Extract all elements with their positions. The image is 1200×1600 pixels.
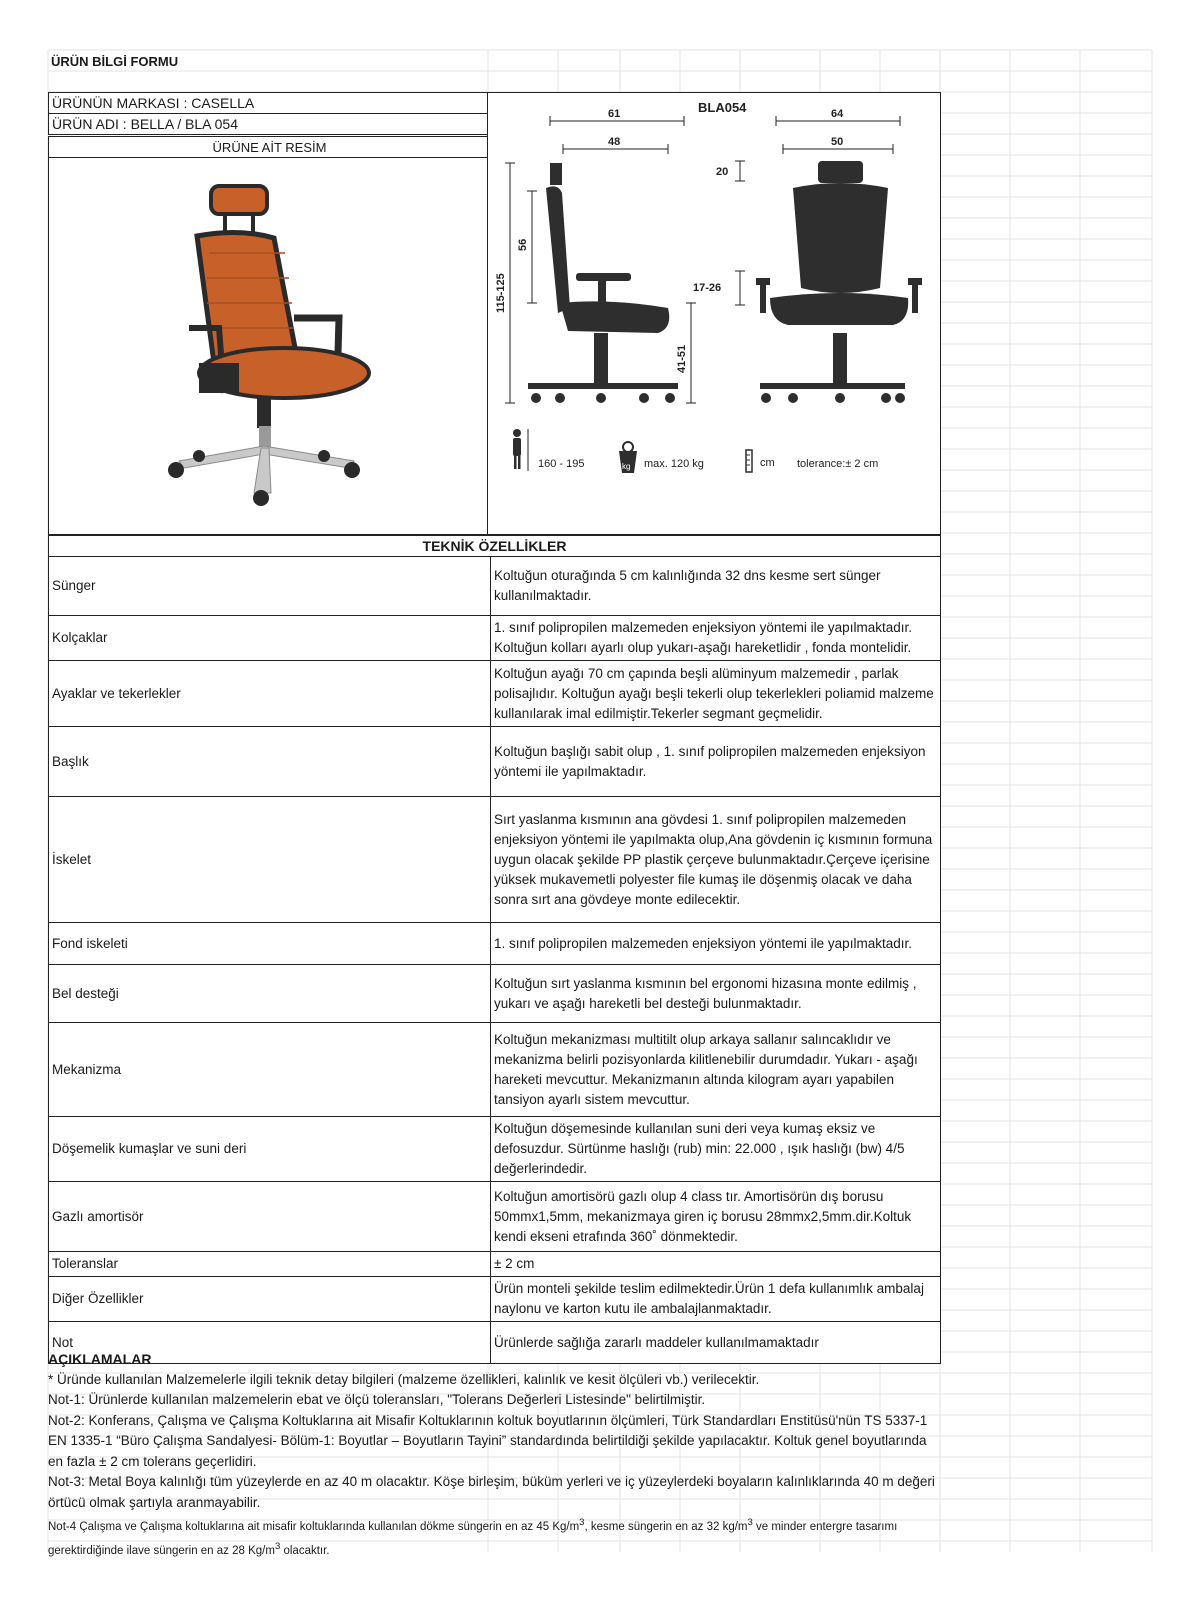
spec-value: 1. sınıf polipropilen malzemeden enjeksiyon yöntemi ile yapılmaktadır. bbox=[491, 923, 941, 965]
dimension-diagram bbox=[488, 93, 940, 534]
spec-value: ± 2 cm bbox=[491, 1252, 941, 1277]
spec-value: Sırt yaslanma kısmının ana gövdesi 1. sınıf polipropilen malzemeden enjeksiyon yöntemi ile yapılmakta olup,Ana gövdenin iç kısmının formuna uygun olacak şekilde PP plastik çerçeve bulunmaktadır.Çerçeve içerisine yüksek mukavemetli polyester file kumaş ile döşenmiş olacak ve daha sonra sırt ana gövdeye monte edilecektir. bbox=[491, 797, 941, 923]
product-image-cell bbox=[48, 158, 488, 535]
spec-value: Ürün monteli şekilde teslim edilmektedir.Ürün 1 defa kullanımlık ambalaj naylonu ve karton kutu ile ambalajlanmaktadır. bbox=[491, 1277, 941, 1322]
dimension-diagram-cell bbox=[487, 92, 941, 535]
legend-height: 160 - 195 bbox=[538, 458, 585, 470]
spec-row bbox=[49, 1023, 941, 1117]
spec-key: Başlık bbox=[49, 727, 491, 797]
spec-row bbox=[49, 727, 941, 797]
spec-key: Gazlı amortisör bbox=[49, 1182, 491, 1252]
spec-key: Sünger bbox=[49, 557, 491, 616]
brand-cell: ÜRÜNÜN MARKASI : CASELLA bbox=[48, 92, 488, 114]
spec-key: Döşemelik kumaşlar ve suni deri bbox=[49, 1117, 491, 1182]
dim-side-top: 61 bbox=[608, 108, 621, 120]
spec-value: Koltuğun amortisörü gazlı olup 4 class tır. Amortisörün dış borusu 50mmx1,5mm, mekanizmaya giren iç borusu 28mmx2,5mm.dir.Koltuk kendi ekseni etrafında 360˚ dönmektedir. bbox=[491, 1182, 941, 1252]
dim-headrest: 20 bbox=[716, 166, 729, 178]
note-item: Not-1: Ürünlerde kullanılan malzemelerin ebat ve ölçü toleransları, "Tolerans Değerleri Listesinde" belirtilmiştir. bbox=[48, 1392, 706, 1407]
form-title: ÜRÜN BİLGİ FORMU bbox=[51, 54, 179, 69]
spec-value: Koltuğun sırt yaslanma kısmının bel ergonomi hizasına monte edilmiş , yukarı ve aşağı hareketli bel desteği bulunmaktadır. bbox=[491, 965, 941, 1023]
model-code: BLA054 bbox=[698, 100, 747, 115]
dim-front-seat: 50 bbox=[831, 136, 844, 148]
dim-armrest: 17-26 bbox=[693, 282, 722, 294]
specs-table bbox=[48, 556, 941, 1364]
legend-unit: cm bbox=[760, 457, 775, 469]
notes-title: AÇIKLAMALAR bbox=[48, 1351, 152, 1367]
spec-row bbox=[49, 557, 941, 616]
svg-text:kg: kg bbox=[622, 462, 631, 471]
product-name-cell: ÜRÜN ADI : BELLA / BLA 054 bbox=[48, 113, 488, 135]
spec-row bbox=[49, 1252, 941, 1277]
spec-row bbox=[49, 923, 941, 965]
spec-value: Koltuğun ayağı 70 cm çapında beşli alüminyum malzemedir , parlak polisajlıdır. Koltuğun ayağı beşli tekerli olup tekerlekleri poliamid malzeme kullanılarak imal edilmiştir.Tekerler segmant geçmelidir. bbox=[491, 661, 941, 727]
spec-value: Ürünlerde sağlığa zararlı maddeler kullanılmamaktadır bbox=[491, 1322, 941, 1364]
spec-key: Not bbox=[49, 1322, 491, 1364]
spec-value: Koltuğun başlığı sabit olup , 1. sınıf polipropilen malzemeden enjeksiyon yöntemi ile yapılmaktadır. bbox=[491, 727, 941, 797]
technical-specs-header: TEKNİK ÖZELLİKLER bbox=[48, 535, 941, 557]
image-caption: ÜRÜNE AİT RESİM bbox=[48, 136, 488, 158]
spec-row bbox=[49, 797, 941, 923]
spec-key: Ayaklar ve tekerlekler bbox=[49, 661, 491, 727]
spec-value: Koltuğun mekanizması multitilt olup arkaya sallanır salıncaklıdır ve mekanizma belirli pozisyonlarda kilitlenebilir durumdadır. Yukarı - aşağı hareketi mevcuttur. Mekanizmanın altında kilogram ayarı yapabilen tansiyon ayarlı sistem mevcuttur. bbox=[491, 1023, 941, 1117]
note-item-4: Not-4 Çalışma ve Çalışma koltuklarına ait misafir koltuklarında kullanılan dökme süngerin en az 45 $Kg/m^3$, kesme süngerin en az 32 $kg/m^3$ ve minder entergre tasarımı gerektirdiğinde ilave süngerin en az 28 $Kg/m^3$ olacaktır. bbox=[48, 1517, 898, 1557]
legend-tolerance: tolerance:± 2 cm bbox=[797, 458, 879, 470]
spec-row bbox=[49, 965, 941, 1023]
spec-row bbox=[49, 1182, 941, 1252]
spec-key: Kolçaklar bbox=[49, 616, 491, 661]
dim-side-seat: 48 bbox=[608, 136, 621, 148]
dim-seat-height: 41-51 bbox=[676, 344, 688, 373]
weight-icon bbox=[619, 442, 637, 473]
spec-row bbox=[49, 616, 941, 661]
notes-section bbox=[48, 1349, 941, 1561]
spec-key: Bel desteği bbox=[49, 965, 491, 1023]
spec-key: Fond iskeleti bbox=[49, 923, 491, 965]
person-height-icon bbox=[513, 429, 528, 471]
dim-back-height: 56 bbox=[517, 238, 529, 251]
spec-value: 1. sınıf polipropilen malzemeden enjeksiyon yöntemi ile yapılmaktadır. Koltuğun kolları ayarlı olup yukarı-aşağı hareketlidir , fonda montelidir. bbox=[491, 616, 941, 661]
spec-row bbox=[49, 1117, 941, 1182]
spec-row bbox=[49, 661, 941, 727]
dim-total-height: 115-125 bbox=[495, 273, 507, 313]
spec-row bbox=[49, 1277, 941, 1322]
note-item: * Üründe kullanılan Malzemelerle ilgili teknik detay bilgileri (malzeme özellikleri, kalınlık ve kesit ölçüleri vb.) verilecektir. bbox=[48, 1371, 760, 1387]
note-item: Not-2: Konferans, Çalışma ve Çalışma Koltuklarına ait Misafir Koltuklarının koltuk boyutlarının ölçümleri, Türk Standardları Enstitüsü'nün TS 5337-1 EN 1335-1 “Büro Çalışma Sandalyesi- Bölüm-1: Boyutlar – Boyutların Tayini” standardında belirtildiği şekilde yapılacaktır. Koltuk genel boyutlarında en fazla ± 2 cm tolerans geçerlidiri. bbox=[48, 1412, 928, 1469]
spec-key: Diğer Özellikler bbox=[49, 1277, 491, 1322]
note-item: Not-3: Metal Boya kalınlığı tüm yüzeylerde en az 40 m olacaktır. Köşe birleşim, büküm yerleri ve iç yüzeylerdeki boyaların kalınlıklarında 40 m değeri örtücü olmak şartıyla aranmayabilir. bbox=[48, 1474, 935, 1510]
spec-key: Mekanizma bbox=[49, 1023, 491, 1117]
legend-weight: max. 120 kg bbox=[644, 458, 704, 470]
spec-value: Koltuğun oturağında 5 cm kalınlığında 32 dns kesme sert sünger kullanılmaktadır. bbox=[491, 557, 941, 616]
ruler-icon bbox=[746, 450, 752, 472]
chair-photo bbox=[49, 158, 489, 535]
spec-value: Koltuğun döşemesinde kullanılan suni deri veya kumaş eksiz ve defosuzdur. Sürtünme haslığı (rub) min: 22.000 , ışık haslığı (bw) 4/5 değerlerindedir. bbox=[491, 1117, 941, 1182]
spec-key: İskelet bbox=[49, 797, 491, 923]
dim-front-top: 64 bbox=[831, 108, 844, 120]
spec-key: Toleranslar bbox=[49, 1252, 491, 1277]
